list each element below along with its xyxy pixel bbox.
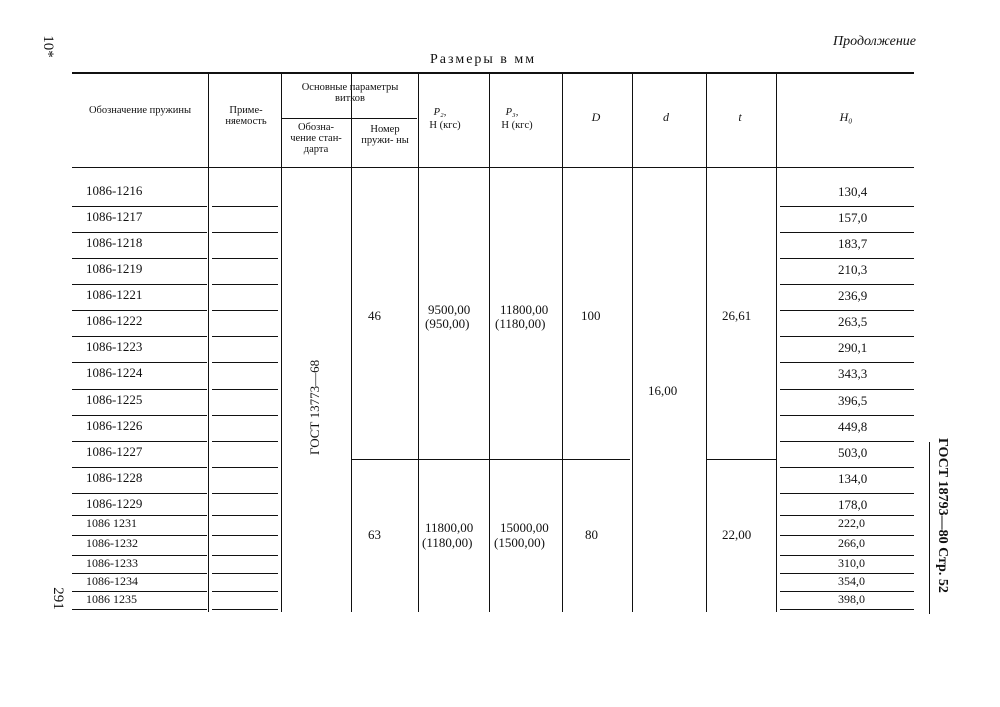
row-designation: 1086-1232 bbox=[86, 536, 138, 550]
column-divider bbox=[562, 73, 563, 612]
group2-p3-kgs: (1500,00) bbox=[494, 535, 545, 550]
row-line-h0 bbox=[780, 415, 914, 416]
column-divider bbox=[776, 73, 777, 612]
group2-p3: 15000,00 bbox=[500, 520, 549, 535]
row-h0: 354,0 bbox=[838, 574, 865, 588]
header-p3-unit: Н (кгс) bbox=[501, 120, 533, 131]
row-line-designation bbox=[72, 415, 207, 416]
row-h0: 130,4 bbox=[838, 184, 868, 199]
table-top-rule bbox=[72, 72, 914, 74]
row-line-applicability bbox=[212, 591, 278, 592]
group-separator-t bbox=[706, 459, 776, 460]
row-line-designation bbox=[72, 336, 207, 337]
row-designation: 1086-1219 bbox=[86, 261, 143, 276]
row-line-h0 bbox=[780, 362, 914, 363]
row-h0: 449,8 bbox=[838, 419, 868, 434]
row-line-h0 bbox=[780, 310, 914, 311]
row-line-applicability bbox=[212, 415, 278, 416]
header-H0: H₀ bbox=[839, 110, 853, 124]
row-designation: 1086-1217 bbox=[86, 209, 143, 224]
row-designation: 1086-1226 bbox=[86, 418, 143, 433]
row-designation: 1086 1231 bbox=[86, 516, 137, 530]
header-std-designation: Обозна- чение стан- дарта bbox=[290, 122, 342, 155]
row-line-h0 bbox=[780, 609, 914, 610]
row-designation: 1086 1235 bbox=[86, 592, 137, 606]
row-designation: 1086-1218 bbox=[86, 235, 143, 250]
row-line-applicability bbox=[212, 389, 278, 390]
row-line-h0 bbox=[780, 206, 914, 207]
row-line-applicability bbox=[212, 336, 278, 337]
group1-p2-kgs: (950,00) bbox=[425, 316, 470, 331]
row-designation: 1086-1224 bbox=[86, 365, 143, 380]
group1-spring-number: 46 bbox=[368, 308, 381, 323]
row-line-designation bbox=[72, 310, 207, 311]
group2-t: 22,00 bbox=[722, 527, 752, 542]
row-line-applicability bbox=[212, 362, 278, 363]
column-divider bbox=[418, 73, 419, 612]
row-designation: 1086-1221 bbox=[86, 287, 143, 302]
row-line-applicability bbox=[212, 555, 278, 556]
group1-t: 26,61 bbox=[722, 308, 752, 323]
group2-p2: 11800,00 bbox=[425, 520, 474, 535]
row-h0: 263,5 bbox=[838, 314, 868, 329]
column-divider bbox=[632, 73, 633, 612]
column-divider bbox=[208, 73, 209, 612]
row-line-applicability bbox=[212, 284, 278, 285]
row-designation: 1086-1228 bbox=[86, 470, 143, 485]
group2-p2-kgs: (1180,00) bbox=[422, 535, 473, 550]
row-line-designation bbox=[72, 609, 207, 610]
group-separator-left bbox=[351, 459, 630, 460]
row-designation: 1086-1223 bbox=[86, 339, 143, 354]
row-line-h0 bbox=[780, 493, 914, 494]
row-designation: 1086-1227 bbox=[86, 444, 143, 459]
header-designation: Обозначение пружины bbox=[88, 105, 192, 116]
row-line-designation bbox=[72, 232, 207, 233]
row-line-h0 bbox=[780, 336, 914, 337]
row-designation: 1086-1234 bbox=[86, 574, 138, 588]
row-h0: 398,0 bbox=[838, 592, 865, 606]
row-h0: 210,3 bbox=[838, 262, 868, 277]
row-line-designation bbox=[72, 493, 207, 494]
row-line-applicability bbox=[212, 573, 278, 574]
row-h0: 266,0 bbox=[838, 536, 865, 550]
header-basic-params: Основные параметры витков bbox=[301, 82, 399, 104]
header-d: d bbox=[663, 110, 669, 124]
row-line-applicability bbox=[212, 310, 278, 311]
row-line-h0 bbox=[780, 389, 914, 390]
standard-vertical-label: ГОСТ 13773—68 bbox=[307, 359, 322, 455]
header-applicability: Приме- няемость bbox=[225, 105, 267, 127]
row-h0: 157,0 bbox=[838, 210, 868, 225]
basic-params-rule bbox=[281, 118, 417, 119]
column-divider bbox=[706, 73, 707, 612]
header-p2: P₂, bbox=[433, 107, 447, 118]
row-line-designation bbox=[72, 258, 207, 259]
header-D: D bbox=[591, 110, 601, 124]
group1-p3: 11800,00 bbox=[500, 302, 549, 317]
group1-p2: 9500,00 bbox=[428, 302, 471, 317]
row-line-h0 bbox=[780, 232, 914, 233]
row-line-applicability bbox=[212, 206, 278, 207]
row-line-designation bbox=[72, 441, 207, 442]
row-line-applicability bbox=[212, 535, 278, 536]
header-spring-number: Номер пружи- ны bbox=[361, 124, 409, 146]
row-line-designation bbox=[72, 206, 207, 207]
row-line-applicability bbox=[212, 441, 278, 442]
row-line-designation bbox=[72, 362, 207, 363]
row-designation: 1086-1225 bbox=[86, 392, 143, 407]
row-designation: 1086-1229 bbox=[86, 496, 143, 511]
row-line-applicability bbox=[212, 258, 278, 259]
row-line-h0 bbox=[780, 467, 914, 468]
column-divider bbox=[489, 73, 490, 612]
row-h0: 134,0 bbox=[838, 471, 868, 486]
row-line-designation bbox=[72, 389, 207, 390]
continuation-label: Продолжение bbox=[833, 34, 916, 49]
units-label: Размеры в мм bbox=[430, 52, 537, 67]
row-h0: 290,1 bbox=[838, 340, 868, 355]
group2-spring-number: 63 bbox=[368, 527, 381, 542]
row-h0: 343,3 bbox=[838, 366, 868, 381]
header-t: t bbox=[738, 110, 742, 124]
header-bottom-rule bbox=[72, 167, 914, 168]
row-line-h0 bbox=[780, 284, 914, 285]
group1-D: 100 bbox=[581, 308, 601, 323]
side-standard-label: ГОСТ 18793—80 Стр. 52 bbox=[935, 438, 950, 593]
row-h0: 236,9 bbox=[838, 288, 868, 303]
left-page-number: 10* bbox=[39, 35, 56, 58]
row-line-designation bbox=[72, 284, 207, 285]
column-divider bbox=[281, 73, 282, 612]
d-value: 16,00 bbox=[648, 383, 678, 398]
row-h0: 222,0 bbox=[838, 516, 865, 530]
row-line-h0 bbox=[780, 441, 914, 442]
row-h0: 183,7 bbox=[838, 236, 868, 251]
subheader-divider bbox=[351, 118, 352, 168]
header-p3: P₃, bbox=[505, 107, 519, 118]
row-line-applicability bbox=[212, 515, 278, 516]
row-h0: 503,0 bbox=[838, 445, 868, 460]
row-designation: 1086-1233 bbox=[86, 556, 138, 570]
row-line-applicability bbox=[212, 232, 278, 233]
row-designation: 1086-1222 bbox=[86, 313, 143, 328]
row-line-applicability bbox=[212, 609, 278, 610]
header-p2-unit: Н (кгс) bbox=[429, 120, 461, 131]
group2-D: 80 bbox=[585, 527, 598, 542]
row-designation: 1086-1216 bbox=[86, 183, 143, 198]
group1-p3-kgs: (1180,00) bbox=[495, 316, 546, 331]
row-h0: 310,0 bbox=[838, 556, 865, 570]
row-h0: 178,0 bbox=[838, 497, 868, 512]
row-line-h0 bbox=[780, 258, 914, 259]
side-rule bbox=[929, 442, 930, 614]
row-line-applicability bbox=[212, 467, 278, 468]
row-h0: 396,5 bbox=[838, 393, 868, 408]
row-line-applicability bbox=[212, 493, 278, 494]
row-line-designation bbox=[72, 467, 207, 468]
left-bottom-page-number: 291 bbox=[49, 587, 66, 610]
